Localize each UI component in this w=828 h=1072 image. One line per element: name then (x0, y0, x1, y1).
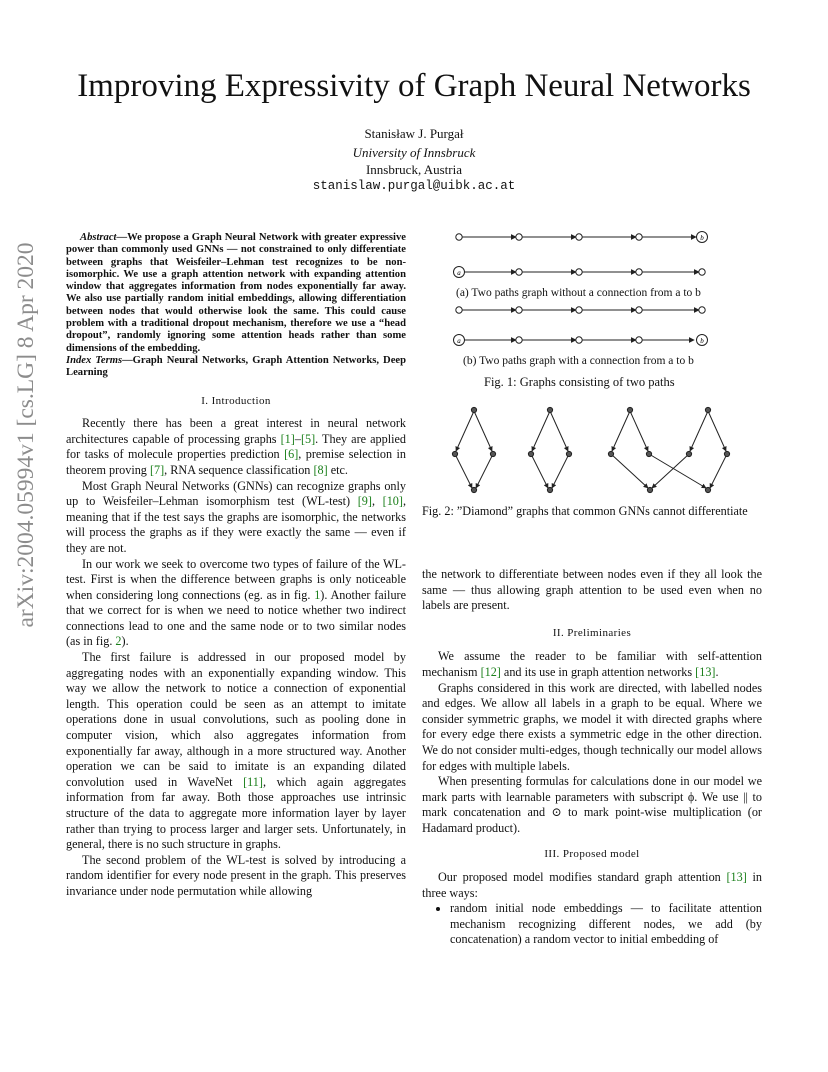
index-terms-text: —Graph Neural Networks, Graph Attention Networks, Deep Learning (66, 354, 406, 379)
index-terms-label: Index Terms (66, 354, 123, 366)
arxiv-side-stamp: arXiv:2004.05994v1 [cs.LG] 8 Apr 2020 (13, 242, 39, 628)
citation-link[interactable]: [9] (357, 494, 372, 509)
node-label-b: b (700, 234, 704, 242)
citation-link[interactable]: [10] (382, 494, 403, 509)
citation-link[interactable]: [12] (480, 664, 501, 679)
fig1a-path-bottom (454, 267, 706, 278)
model-paragraph-1: Our proposed model modifies standard graph attention [13] in three ways: (422, 870, 762, 900)
section-heading-proposed-model: III. Proposed model (544, 847, 640, 860)
citation-link[interactable]: [13] (695, 664, 716, 679)
paper-title: Improving Expressivity of Graph Neural Networks (77, 68, 751, 104)
model-bullet-list (422, 901, 762, 948)
prelim-paragraph-3: When presenting formulas for calculations done in our model we mark parts with learnable parameters with subscript ϕ. We use || to mark concatenation and ⊙ to mark point-wise multiplication (or Hadamard product). (422, 774, 762, 835)
author-name: Stanisław J. Purgał (364, 126, 464, 141)
intro-paragraph-3: In our work we seek to overcome two types of failure of the WL-test. First is when the difference between graphs is only noticeable when considering long connections (eg. as in fig. 1). Another failure that we correct for is when we need to notice whether two indirect connections lead to one and the same node or to two similar nodes (as in fig. 2). (66, 556, 407, 649)
intro-paragraph-1: Recently there has been a great interest in neural network architectures capable of processing graphs [1]–[5]. They are applied for tasks of molecule properties prediction [6], premise selection in theorem proving [7], RNA sequence classification [8] etc. (66, 416, 407, 477)
citation-link[interactable]: [1] (280, 431, 295, 446)
fig1b-path-top (454, 335, 708, 346)
intro-paragraph-5-continued: the network to differentiate between nodes even if they all look the same — thus allowing graph attention to be used even when no labels are present. (422, 567, 762, 613)
figure-link[interactable]: 2 (115, 634, 122, 649)
intro-paragraph-5: The second problem of the WL-test is solved by introducing a random identifier for every node present in the graph. This preserves invariance under node permutation while allowing (66, 852, 406, 898)
figure-link[interactable]: 1 (314, 587, 321, 602)
list-item: • random initial node embeddings — to facilitate attention mechanism recognizing different nodes, we add (by concatenation) a random vector to initial embedding of (450, 901, 762, 948)
citation-link[interactable]: [8] (313, 462, 328, 477)
right-column (422, 567, 762, 948)
fig1a-path-top (456, 232, 708, 243)
figure-1a-caption: (a) Two paths graph without a connection from a to b (456, 287, 701, 299)
abstract-text: —We propose a Graph Neural Network with greater expressive power than commonly used GNNs — not constrained to only differentiate between graphs that Weisfeiler–Lehman test recognizes to be non-isomorphic. We use a graph attention network with expanding attention window that aggregates information from nodes exponentially far away. We also use partially random initial embeddings, allowing differentiation between nodes that would otherwise look the same. This could cause problem with a traditional dropout mechanism, therefore we use a “head dropout”, randomly ignoring some attention heads rather than some dimensions of the embedding. (66, 232, 406, 354)
figure-2-diamond-graphs (440, 404, 740, 496)
abstract (66, 232, 406, 380)
node-label-a: a (457, 269, 461, 277)
author-location: Innsbruck, Austria (365, 162, 463, 177)
citation-link[interactable]: [6] (284, 447, 299, 462)
figure-1b-path-second (440, 296, 740, 322)
author-affiliation: University of Innsbruck (352, 145, 476, 160)
intro-paragraph-4: The first failure is addressed in our proposed model by aggregating nodes with an exponentially expanding window. This way we allow the network to notice a connection of exponential length. This operation could be seen as an attempt to imitate operations done in usual convolutions, such as pooling done in computer vision, which also aggregates information from exponentially far away, although in a more structured way. Another operation we can be said to imitate is an expanding dilated convolution used in WaveNet [11], which again aggregates information from far away. Both those approaches use intrinsic structure of the data to aggregate more information layer by layer rather than trying to process larger and larger sets. Unfortunately, in general, there is no such structure in graphs. (66, 650, 406, 852)
node-label-a: a (457, 337, 461, 345)
figure-2-caption: Fig. 2: ”Diamond” graphs that common GNNs cannot differentiate (422, 504, 748, 518)
node-label-b: b (700, 337, 704, 345)
prelim-paragraph-2: Graphs considered in this work are directed, with labelled nodes and edges. We allow all labels in a graph to be equal. Where we consider symmetric graphs, we model it with directed graphs where for every edge there exists a symmetric edge in the other direction. We do not consider multi-edges, though technically our model allows for edges with multiple labels. (422, 680, 762, 773)
left-column (66, 232, 406, 900)
intro-paragraph-2: Most Graph Neural Networks (GNNs) can recognize graphs only up to Weisfeiler–Lehman isomorphism test (WL-test) [9], [10], meaning that if the test says the graphs are isomorphic, the networks will process the graphs as if they were exactly the same — even if they are not. (66, 478, 407, 555)
citation-link[interactable]: [5] (300, 431, 316, 446)
citation-link[interactable]: [11] (243, 774, 263, 789)
figure-1-caption: Fig. 1: Graphs consisting of two paths (484, 375, 675, 389)
figure-1b-caption: (b) Two paths graph with a connection from a to b (463, 355, 694, 367)
section-heading-preliminaries: II. Preliminaries (552, 626, 632, 639)
citation-link[interactable]: [13] (726, 870, 747, 885)
section-heading-introduction: I. Introduction (201, 394, 271, 407)
abstract-label: Abstract (80, 232, 117, 243)
author-email[interactable]: stanislaw.purgal@uibk.ac.at (312, 179, 516, 193)
prelim-paragraph-1: We assume the reader to be familiar with self-attention mechanism [12] and its use in graph attention networks [13]. (422, 649, 762, 679)
citation-link[interactable]: [7] (149, 462, 165, 477)
